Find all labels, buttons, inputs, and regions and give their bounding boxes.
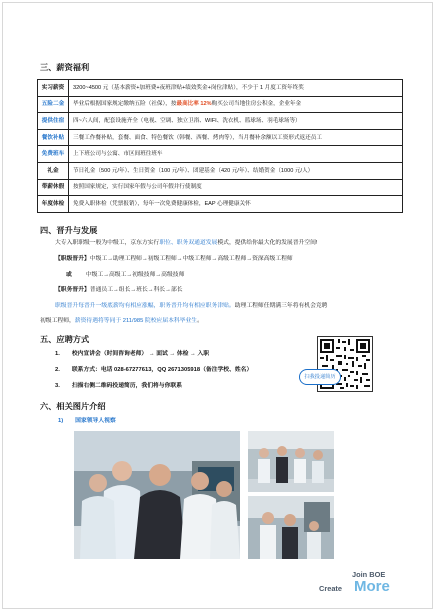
row-text: 上下班公司与公寓、市区间班往班车 bbox=[69, 146, 403, 163]
table-row bbox=[38, 129, 403, 146]
mgmt-track-label: 【职务晋升】 bbox=[55, 287, 90, 293]
qr-caption-bubble bbox=[299, 369, 341, 385]
table-row bbox=[38, 162, 403, 179]
or-label: 或 bbox=[66, 272, 72, 278]
row-label: 实习薪资 bbox=[38, 80, 69, 97]
row-label: 带薪休假 bbox=[38, 179, 69, 196]
apply-step-1 bbox=[55, 351, 209, 358]
growth-note-highlight: 职级晋升每晋升一级底薪均有相应涨幅，职务晋升均有相应职务津贴。 bbox=[55, 303, 235, 309]
row-text: 节日礼金（500 元/年）、生日贺金（100 元/年）、团建基金（420 元/年）、结婚贺金（1000 元/人） bbox=[69, 162, 403, 179]
photo-inspection-3-image bbox=[248, 496, 334, 559]
or-track-line bbox=[66, 272, 184, 279]
mgmt-track-path: 普通员工→组长→班长→科长→部长 bbox=[89, 287, 183, 293]
row-text: 免费入职体检（凭票报销），每年一次免费健康体检，EAP 心理健康关怀 bbox=[69, 196, 403, 213]
growth-note-line2-pre: 初级工程师， bbox=[40, 318, 75, 324]
row-text: 3200~4500 元（基本薪资+加班费+夜班津贴+绩效奖金+岗位津贴），不少于 1 月度工资年终奖 bbox=[69, 80, 403, 97]
growth-note-line2-highlight: 薪资待遇将等同于 211/985 院校应届本科毕业生 bbox=[74, 318, 198, 324]
row-label: 年度体检 bbox=[38, 196, 69, 213]
photo-item-1 bbox=[58, 418, 116, 425]
row-label: 免费班车 bbox=[38, 146, 69, 163]
footer-join: Join BOE bbox=[352, 570, 386, 579]
apply-step-3 bbox=[55, 383, 182, 390]
photo-inspection-2 bbox=[248, 431, 334, 492]
skill-track-path: 中级工→高级工→初级技师→高级技师 bbox=[85, 272, 185, 278]
photo-inspection-3 bbox=[248, 496, 334, 559]
growth-note-rest: 助理工程师任期满三年将有机会竞聘 bbox=[234, 303, 328, 309]
photo-inspection-2-image bbox=[248, 431, 334, 492]
mgmt-track-line bbox=[55, 287, 183, 294]
row-text bbox=[69, 96, 403, 113]
apply-step-2-num: 2. bbox=[55, 367, 60, 373]
footer-more: More bbox=[354, 578, 390, 595]
row-text-highlight: 最高比率 12% bbox=[176, 101, 212, 108]
row-label: 餐饮补贴 bbox=[38, 129, 69, 146]
table-row bbox=[38, 146, 403, 163]
apply-step-3-text: 扫描右侧二维码投递简历，我们将与你联系 bbox=[71, 383, 182, 389]
table-row bbox=[38, 179, 403, 196]
benefits-table bbox=[37, 79, 403, 213]
apply-step-1-num: 1. bbox=[55, 351, 60, 357]
apply-step-3-num: 3. bbox=[55, 383, 60, 389]
tech-track-label: 【职级晋升】 bbox=[55, 256, 90, 262]
growth-intro-highlight: 职位、职务双通道发展 bbox=[159, 240, 218, 246]
photo-item-1-label: 国家领导人视察 bbox=[75, 418, 116, 424]
row-label: 礼金 bbox=[38, 162, 69, 179]
row-text: 三餐工作餐补贴，套餐、面食、特色餐饮（韩餐、西餐、烤肉等），当月餐补余额以工资形式返还员工 bbox=[69, 129, 403, 146]
table-row bbox=[38, 113, 403, 130]
table-row bbox=[38, 96, 403, 113]
growth-note bbox=[55, 303, 327, 310]
growth-intro-pre: 大专入职职级一般为中级工，京东方实行 bbox=[55, 240, 160, 246]
row-text: 四~六人间，配套设施齐全（电视、空调、独立卫浴、WIFI、洗衣机、篮球场、羽毛球场等） bbox=[69, 113, 403, 130]
qr-caption: 扫我投递简历 bbox=[304, 374, 336, 380]
section-apply-title: 五、应聘方式 bbox=[40, 335, 90, 344]
row-text: 按照国家规定，实行国家年假与公司年假并行使制度 bbox=[69, 179, 403, 196]
footer-create: Create bbox=[319, 584, 343, 593]
growth-intro bbox=[55, 240, 318, 247]
row-text-post: 购买公司当地住房公积金，企业年金 bbox=[211, 101, 302, 108]
apply-step-2 bbox=[55, 367, 252, 374]
tech-track-path: 中级工→助理工程师→初级工程师→中级工程师→高级工程师→资深高级工程师 bbox=[89, 256, 293, 262]
photo-item-1-num: 1) bbox=[58, 418, 64, 424]
row-label: 五险二金 bbox=[38, 96, 69, 113]
table-row bbox=[38, 80, 403, 97]
growth-intro-post: 模式，提供给你最大化的发展晋升空间! bbox=[217, 240, 318, 246]
row-label: 提供住宿 bbox=[38, 113, 69, 130]
growth-note-line2 bbox=[40, 318, 203, 325]
table-row bbox=[38, 196, 403, 213]
tech-track-line bbox=[55, 256, 293, 263]
growth-note-line2-post: 。 bbox=[197, 318, 203, 324]
section-photos-title: 六、相关图片介绍 bbox=[40, 402, 106, 411]
apply-step-2-text: 联系方式：电话 028-67277613，QQ 2671305918（备注学校、姓名） bbox=[71, 367, 253, 373]
photo-inspection-main bbox=[74, 431, 240, 559]
photo-inspection-main-image bbox=[74, 431, 240, 559]
row-text-pre: 毕业后根据国家规定缴纳五险（社保），按 bbox=[73, 101, 177, 108]
section-growth-title: 四、晋升与发展 bbox=[40, 226, 98, 235]
apply-step-1-text: 校内宣讲会（时间咨询老师） → 面试 → 体检 → 入职 bbox=[71, 351, 210, 357]
section-benefits-title: 三、薪资福利 bbox=[40, 63, 90, 72]
